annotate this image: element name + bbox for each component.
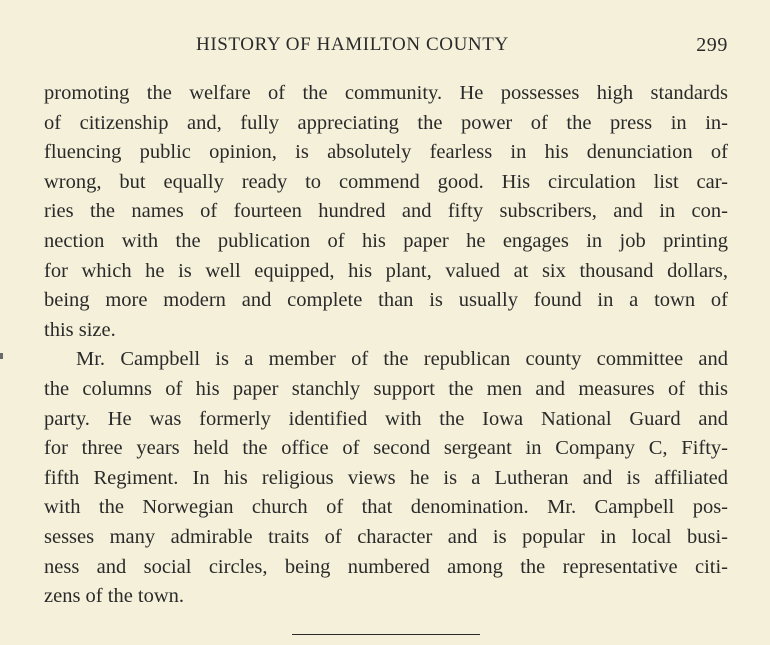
text-line: fluencing public opinion, is absolutely fearless in his denunciation of	[44, 141, 728, 164]
page-number: 299	[696, 34, 728, 56]
text-line: zens of the town.	[44, 585, 185, 608]
text-line: sesses many admirable traits of character and is popular in local busi-	[44, 525, 728, 548]
running-title: HISTORY OF HAMILTON COUNTY	[196, 34, 509, 55]
margin-mark	[0, 353, 3, 359]
text-line: being more modern and complete than is usually found in a town of	[44, 289, 728, 312]
running-header	[44, 34, 728, 58]
text-line: fifth Regiment. In his religious views he is a Lutheran and is affiliated	[44, 466, 728, 489]
section-rule	[292, 634, 480, 635]
paragraph-2	[44, 345, 728, 611]
text-line: Mr. Campbell is a member of the republican county committee and	[76, 348, 728, 371]
paragraph-1	[44, 79, 728, 345]
text-line: with the Norwegian church of that denomination. Mr. Campbell pos-	[44, 496, 728, 519]
text-line: party. He was formerly identified with the Iowa National Guard and	[44, 407, 728, 430]
text-line: wrong, but equally ready to commend good. His circulation list car-	[44, 170, 728, 193]
text-line: this size.	[44, 318, 116, 341]
text-line: for three years held the office of second sergeant in Company C, Fifty-	[44, 437, 728, 460]
text-line: ness and social circles, being numbered among the representative citi-	[44, 555, 728, 578]
body-text	[44, 79, 728, 612]
text-line: ries the names of fourteen hundred and fifty subscribers, and in con-	[44, 200, 728, 223]
text-line: the columns of his paper stanchly support the men and measures of this	[44, 377, 728, 400]
text-line: for which he is well equipped, his plant, valued at six thousand dollars,	[44, 259, 728, 282]
text-line: promoting the welfare of the community. He possesses high standards	[44, 82, 728, 104]
text-line: of citizenship and, fully appreciating the power of the press in in-	[44, 111, 728, 134]
text-line: nection with the publication of his paper he engages in job printing	[44, 229, 728, 252]
